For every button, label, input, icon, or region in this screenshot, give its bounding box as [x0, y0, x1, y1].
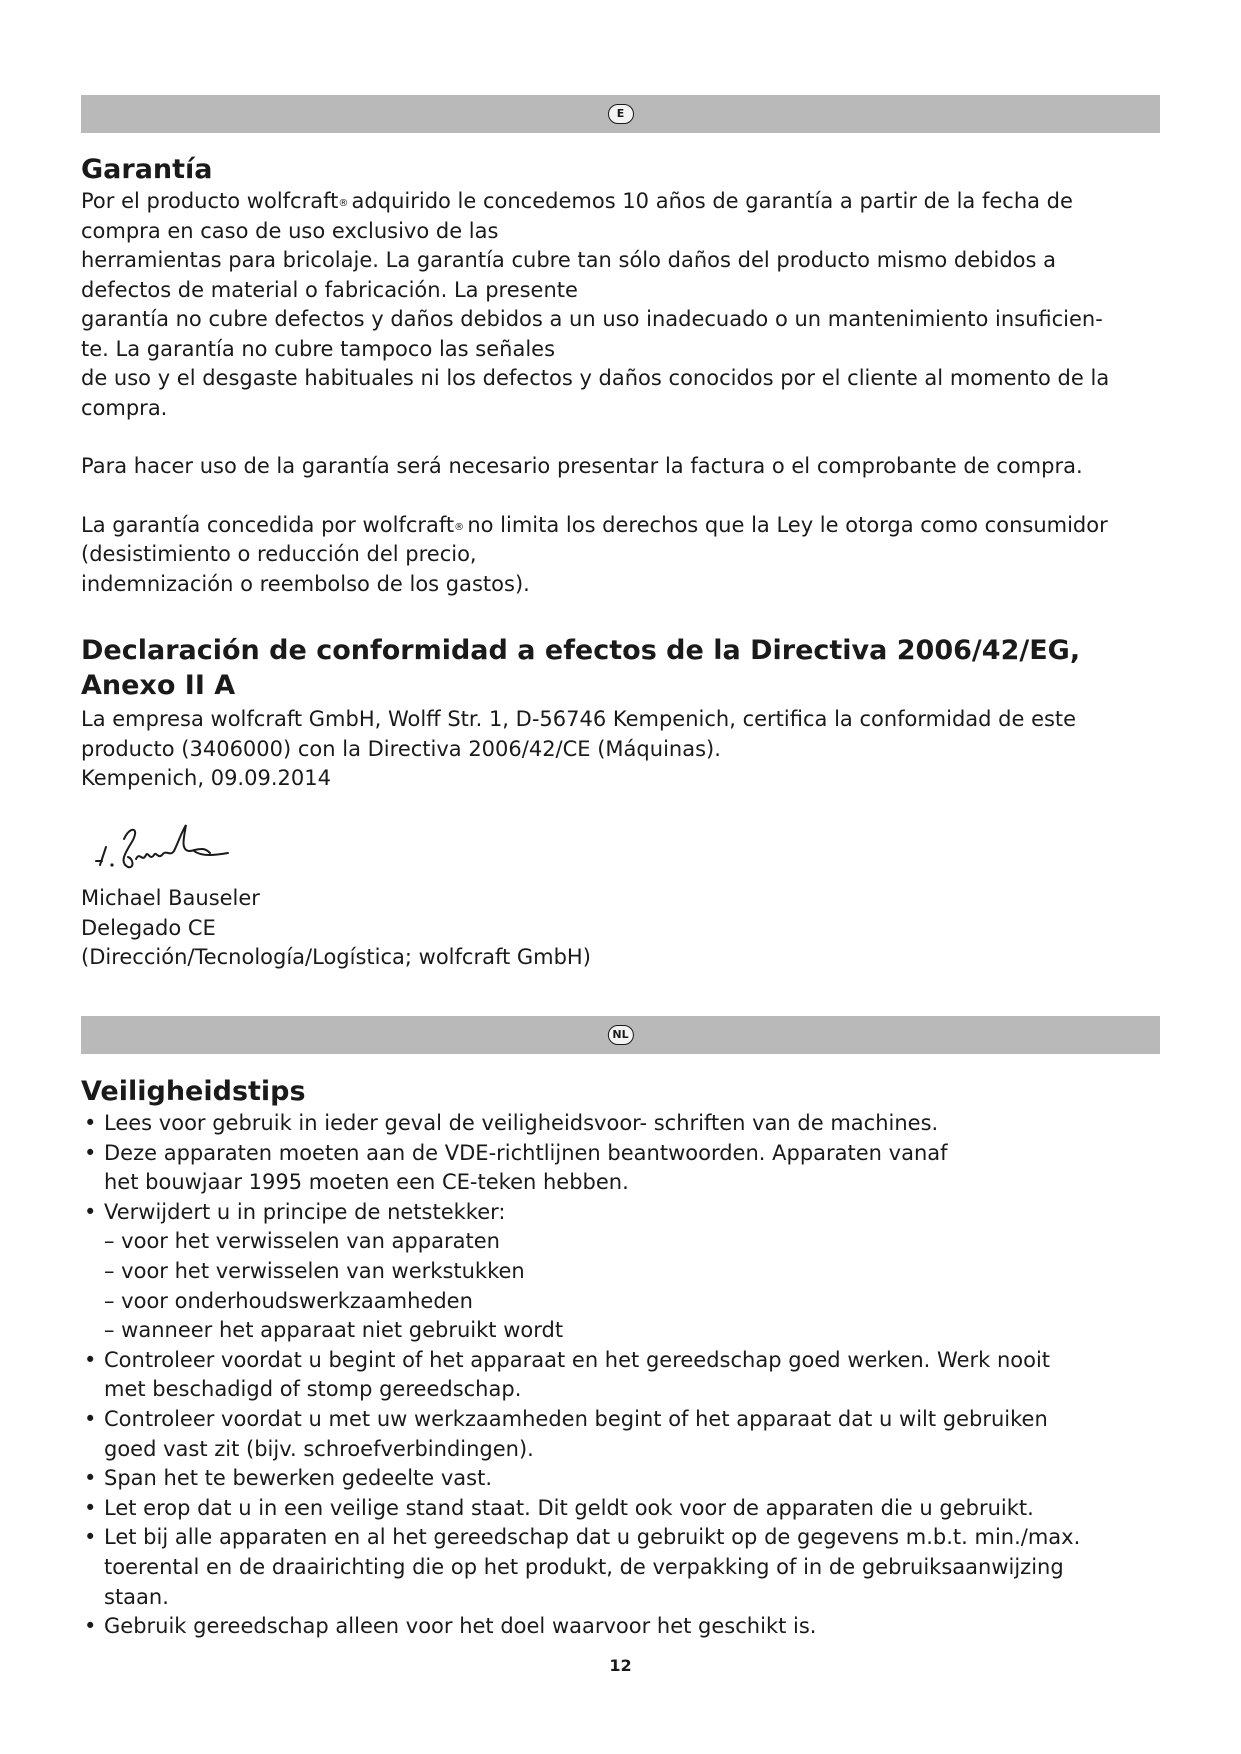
section-header-bar-nl — [81, 1016, 1160, 1054]
garantia-paragraph: Por el producto wolfcraft® adquirido le concedemos 10 años de garantía a partir de la fecha de compra en caso de uso exclusivo de las herramientas para bricolaje. La garantía cubre tan sólo daños del producto mismo debidos a defectos de material o fabricación. La presente garantía no cubre defectos y daños debidos a un uso inadecuado o un mantenimiento insuficien- te. La garantía no cubre tampoco las señales de uso y el desgaste habituales ni los defectos y daños conocidos por el cliente al momento de la compra. — [81, 189, 1110, 420]
signer-lines — [81, 884, 1166, 973]
sub-list-item: – wanneer het apparaat niet gebruikt wordt — [104, 1318, 564, 1343]
list-item: • Controleer voordat u begint of het apparaat en het gereedschap goed werken. Werk nooit met beschadigd of stomp gereedschap. — [81, 1346, 1166, 1405]
list-item: • Controleer voordat u met uw werkzaamheden begint of het apparaat dat u wilt gebruiken goed vast zit (bijv. schroefverbindingen). — [81, 1405, 1166, 1464]
list-item: • Deze apparaten moeten aan de VDE-richtlijnen beantwoorden. Apparaten vanaf het bouwjaar 1995 moeten een CE-teken hebben. — [81, 1139, 1166, 1198]
list-item: • Span het te bewerken gedeelte vast. — [81, 1464, 1166, 1494]
signer-name: Michael Bauseler — [81, 886, 260, 910]
garantia-claim-paragraph: Para hacer uso de la garantía será necesario presentar la factura o el comprobante de compra. — [81, 454, 1083, 478]
garantia-rights-paragraph: La garantía concedida por wolfcraft® no limita los derechos que la Ley le otorga como consumidor (desistimiento o reducción del precio, indemnización o reembolso de los gastos). — [81, 512, 1108, 596]
garantia-section — [81, 152, 1166, 599]
sub-list-item: – voor het verwisselen van werkstukken — [104, 1258, 525, 1283]
declaracion-title: Declaración de conformidad a efectos de la Directiva 2006/42/EG, Anexo II A — [81, 635, 1081, 701]
garantia-title: Garantía — [81, 154, 213, 185]
list-item: • Let bij alle apparaten en al het gereedschap dat u gebruikt op de gegevens m.b.t. min./max. toerental en de draairichting die op het produkt, de verpakking of in de gebruiksaanwijzing staan. — [81, 1523, 1166, 1612]
page-number: 12 — [609, 1656, 632, 1675]
list-item: • Gebruik gereedschap alleen voor het doel waarvoor het geschikt is. — [81, 1612, 1166, 1642]
sub-list — [104, 1227, 1166, 1345]
veiligheidstips-section — [81, 1074, 1166, 1642]
section-header-bar-e — [81, 95, 1160, 133]
declaracion-paragraph: La empresa wolfcraft GmbH, Wolff Str. 1, D-56746 Kempenich, certifica la conformidad de este producto (3406000) con la Directiva 2006/42/CE (Máquinas). Kempenich, 09.09.2014 — [81, 707, 1077, 790]
signer-block — [81, 884, 1166, 973]
language-badge-nl: NL — [607, 1025, 633, 1045]
veiligheidstips-title: Veiligheidstips — [81, 1076, 306, 1107]
language-badge-e: E — [608, 104, 634, 124]
signer-role: Delegado CE — [81, 915, 216, 940]
safety-tips-list — [81, 1109, 1166, 1642]
sub-list-item: – voor het verwisselen van apparaten — [104, 1229, 500, 1254]
declaracion-section — [81, 633, 1166, 794]
list-item: • Verwijdert u in principe de netstekker: – voor het verwisselen van apparaten – voor het verwisselen van werkstukken – voor onderhoudswerkzaamheden – wanneer het apparaat niet gebruikt wordt — [81, 1198, 1166, 1346]
list-item: • Lees voor gebruik in ieder geval de veiligheidsvoor- schriften van de machines. — [81, 1109, 1166, 1139]
signature-image — [90, 817, 235, 877]
list-item: • Let erop dat u in een veilige stand staat. Dit geldt ook voor de apparaten die u gebruikt. — [81, 1494, 1166, 1524]
signer-department: (Dirección/Tecnología/Logística; wolfcraft GmbH) — [81, 945, 591, 969]
sub-list-item: – voor onderhoudswerkzaamheden — [104, 1288, 473, 1313]
